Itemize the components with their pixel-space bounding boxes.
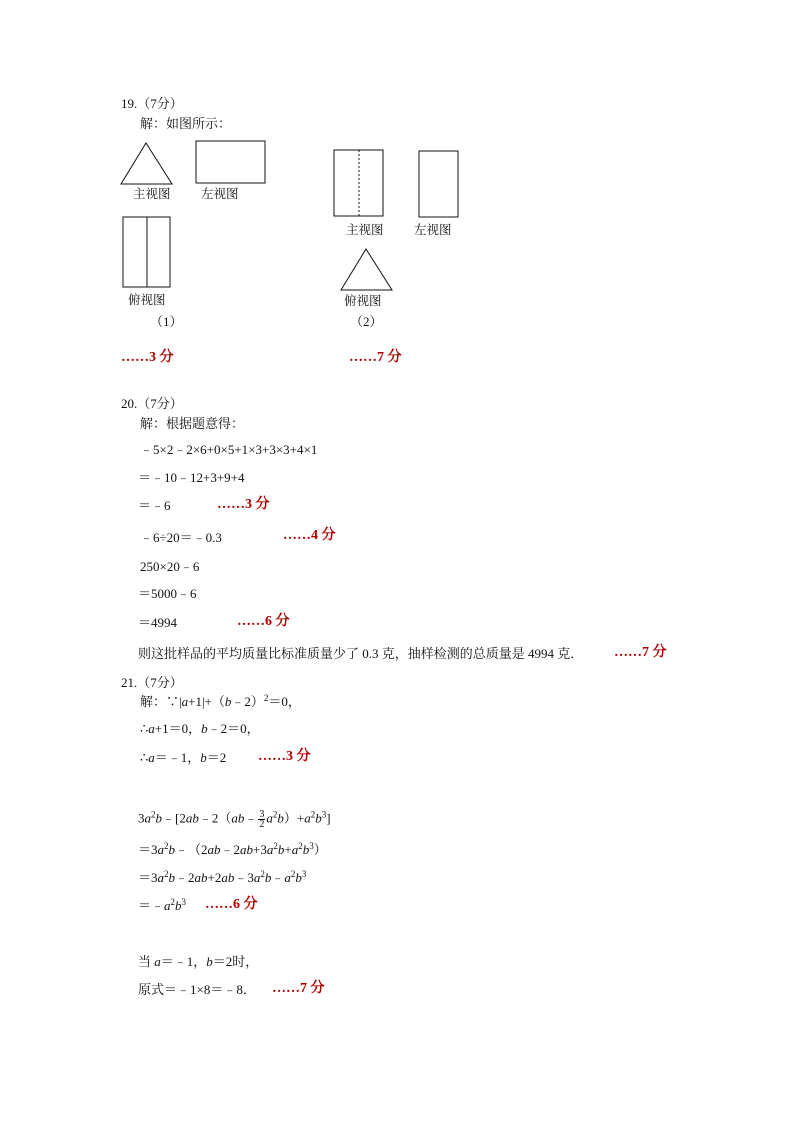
q20-score-3: ……3 分 (217, 497, 270, 512)
q21-when: 当 a＝﹣1，b＝2时， (138, 954, 259, 969)
q21-expr-line-3: $=3a^2b﹣2ab+2ab﹣3a^2b﹣a^2b^3$ (138, 869, 307, 885)
q20-conclusion: 则这批样品的平均质量比标准质量少了 0.3 克，抽样检测的总质量是 4994 克． (138, 646, 584, 661)
left-view-label-1: 左视图 (201, 186, 239, 201)
fraction-three-halves: $\frac{3}{2}$ (259, 809, 265, 830)
q21-step-1: 解：∵|a+1|+（b﹣2）$^2$＝0， (140, 693, 301, 709)
top-view-label-1: 俯视图 (128, 292, 166, 307)
q20-line-4: ﹣6÷20＝﹣0.3 (140, 530, 222, 545)
q20-line-6: ＝5000﹣6 (138, 586, 197, 601)
q20-line-3: ＝﹣6 (138, 498, 171, 513)
q20-score-6: ……6 分 (237, 614, 290, 629)
q21-step-2: ∴a+1＝0，b﹣2＝0， (140, 721, 260, 736)
top-view-label-2: 俯视图 (344, 293, 382, 308)
figure-index-1: （1） (150, 314, 183, 329)
q21-header: 21.（7分） (121, 675, 183, 690)
front-view-triangle-1 (120, 142, 174, 186)
q20-intro: 解：根据题意得： (140, 416, 245, 431)
q19-score-2: ……7 分 (349, 350, 402, 365)
q21-expr-line-2: $=3a^2b﹣(2ab﹣2ab+3a^2b+a^2b^3)$ (138, 841, 327, 857)
q21-expr-line-4: $=﹣a^2b^3$ (138, 897, 187, 913)
q19-header: 19.（7分） (121, 96, 183, 111)
q21-score-6: ……6 分 (205, 897, 258, 912)
q21-step-3: ∴a＝﹣1，b＝2 (140, 750, 227, 765)
front-view-rectangle-2 (333, 149, 385, 218)
q20-header: 20.（7分） (121, 396, 183, 411)
q21-expr-line-1: $3a^2b﹣[2ab﹣2(ab﹣$ $\frac{3}{2}$ $a^2b)+a^2b^3$] (138, 809, 331, 830)
front-view-label-2: 主视图 (346, 222, 384, 237)
q20-line-2: ＝﹣10﹣12+3+9+4 (138, 470, 245, 485)
left-view-rectangle-1 (195, 140, 267, 185)
q20-score-7: ……7 分 (614, 645, 667, 660)
q20-score-4: ……4 分 (283, 528, 336, 543)
top-view-triangle-2 (340, 248, 394, 292)
q20-line-5: 250×20﹣6 (140, 559, 200, 574)
q20-line-7: ＝4994 (138, 615, 178, 630)
q19-intro: 解：如图所示： (140, 116, 232, 131)
q21-final: 原式＝﹣1×8＝﹣8． (138, 982, 256, 997)
figure-index-2: （2） (350, 314, 383, 329)
q20-line-1: ﹣5×2﹣2×6+0×5+1×3+3×3+4×1 (140, 442, 318, 457)
q19-score-1: ……3 分 (121, 350, 174, 365)
front-view-label-1: 主视图 (133, 186, 171, 201)
q21-score-3: ……3 分 (258, 749, 311, 764)
left-view-rectangle-2 (418, 150, 460, 219)
top-view-rectangle-1 (122, 216, 172, 289)
q21-score-7: ……7 分 (272, 981, 325, 996)
left-view-label-2: 左视图 (414, 222, 452, 237)
